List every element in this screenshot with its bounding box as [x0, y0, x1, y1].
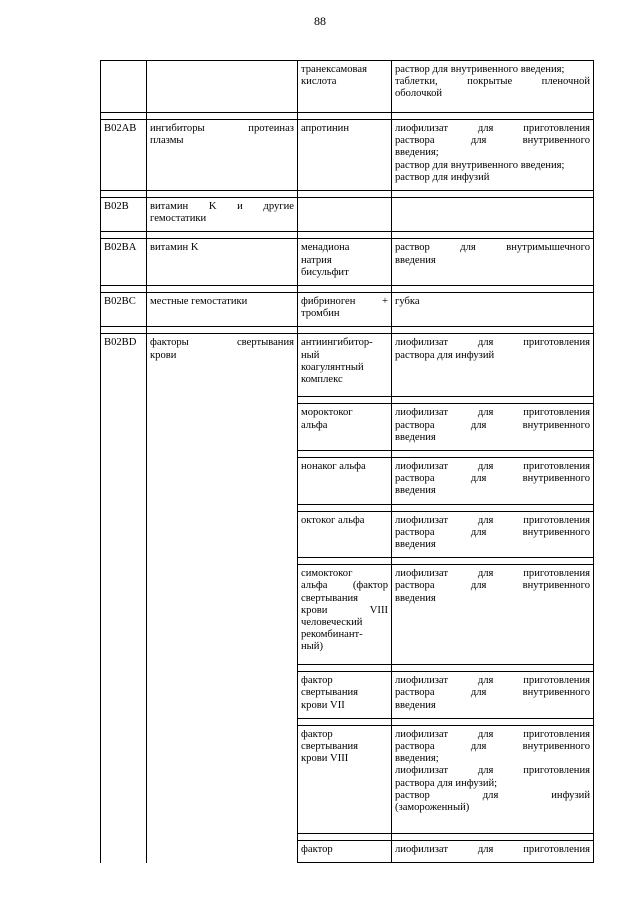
- spacer-cell: [392, 286, 594, 293]
- spacer-cell: [392, 665, 594, 672]
- atc-group-line: плазмы: [150, 135, 184, 147]
- drug-name-line: транексамовая: [301, 64, 367, 75]
- drug-name-line: менадиона: [301, 242, 350, 254]
- row-spacer: [101, 558, 594, 565]
- dosage-form-cell: [392, 61, 594, 113]
- dosage-form-line: раствор для внутримышечного: [395, 242, 590, 254]
- drug-name-line: апротинин: [301, 123, 349, 134]
- spacer-cell: [101, 232, 147, 239]
- atc-group-cell: [147, 458, 298, 505]
- atc-group-cell: [147, 511, 298, 558]
- row-spacer: [101, 665, 594, 672]
- atc-group-cell: [147, 120, 298, 191]
- atc-code-cell: [101, 725, 147, 833]
- spacer-cell: [298, 665, 392, 672]
- dosage-form-line: раствора для внутривенного: [395, 741, 590, 753]
- table-row: [101, 293, 594, 327]
- drug-name-line: фактор: [301, 728, 333, 740]
- dosage-form-cell: [392, 293, 594, 327]
- row-spacer: [101, 718, 594, 725]
- spacer-cell: [298, 451, 392, 458]
- spacer-cell: [298, 833, 392, 840]
- drug-name-line: ный: [301, 349, 320, 361]
- row-spacer: [101, 327, 594, 334]
- drug-name-line: симоктоког: [301, 568, 353, 580]
- spacer-cell: [147, 327, 298, 334]
- table-row: [101, 198, 594, 232]
- atc-code-cell: [101, 120, 147, 191]
- spacer-cell: [101, 451, 147, 458]
- spacer-cell: [392, 327, 594, 334]
- drug-table: [100, 60, 594, 863]
- drug-name-cell: [298, 198, 392, 232]
- atc-code-cell: [101, 239, 147, 286]
- atc-code: B02BC: [104, 296, 136, 308]
- atc-group-cell: [147, 672, 298, 719]
- spacer-cell: [147, 451, 298, 458]
- dosage-form-line: введения: [395, 431, 436, 443]
- drug-name-line: ный): [301, 641, 323, 653]
- drug-name-cell: [298, 725, 392, 833]
- drug-name-line: фактор: [301, 843, 333, 855]
- drug-name-cell: [298, 120, 392, 191]
- spacer-cell: [147, 558, 298, 565]
- atc-group-cell: [147, 293, 298, 327]
- dosage-form-cell: [392, 239, 594, 286]
- row-spacer: [101, 286, 594, 293]
- atc-code: B02AB: [104, 123, 137, 134]
- drug-name-line: кислота: [301, 76, 337, 88]
- dosage-form-line: раствора для внутривенного: [395, 526, 590, 538]
- dosage-form-line: введения;: [395, 753, 439, 765]
- atc-group-cell: [147, 239, 298, 286]
- drug-name-line: бисульфит: [301, 266, 349, 278]
- drug-name-line: антиингибитор-: [301, 337, 373, 349]
- drug-name-line: свертывания: [301, 687, 359, 699]
- page-number: 88: [314, 14, 326, 28]
- dosage-form-line: раствор для внутривенного введения;: [395, 159, 565, 171]
- dosage-form-line: лиофилизат для приготовления: [395, 337, 590, 349]
- spacer-cell: [392, 232, 594, 239]
- spacer-cell: [392, 397, 594, 404]
- spacer-cell: [298, 191, 392, 198]
- atc-code: B02BA: [104, 242, 137, 254]
- drug-name-cell: [298, 239, 392, 286]
- dosage-form-line: лиофилизат для приготовления: [395, 765, 590, 777]
- spacer-cell: [147, 113, 298, 120]
- dosage-form-line: раствора для внутривенного: [395, 687, 590, 699]
- drug-name-line: свертывания: [301, 741, 359, 753]
- dosage-form-line: лиофилизат для приготовления: [395, 843, 590, 855]
- dosage-form-line: раствора для внутривенного: [395, 419, 590, 431]
- atc-group-cell: [147, 840, 298, 862]
- drug-name-line: альфа: [301, 419, 328, 431]
- dosage-form-line: губка: [395, 296, 420, 308]
- spacer-cell: [298, 113, 392, 120]
- drug-name-line: октоког альфа: [301, 514, 365, 526]
- drug-name-cell: [298, 511, 392, 558]
- atc-group-cell: [147, 198, 298, 232]
- drug-name-cell: [298, 404, 392, 451]
- spacer-cell: [298, 558, 392, 565]
- atc-group-line: местные гемостатики: [150, 296, 248, 308]
- table-row: [101, 840, 594, 862]
- dosage-form-cell: [392, 840, 594, 862]
- atc-group-cell: [147, 404, 298, 451]
- row-spacer: [101, 833, 594, 840]
- spacer-cell: [101, 397, 147, 404]
- dosage-form-line: введения: [395, 592, 436, 604]
- dosage-form-line: раствор для инфузий: [395, 789, 590, 801]
- dosage-form-line: лиофилизат для приготовления: [395, 407, 590, 419]
- atc-code: B02B: [104, 201, 129, 213]
- drug-name-line: альфа (фактор: [301, 580, 388, 592]
- drug-name-cell: [298, 458, 392, 505]
- atc-group-cell: [147, 725, 298, 833]
- row-spacer: [101, 113, 594, 120]
- table-row: [101, 565, 594, 665]
- row-spacer: [101, 504, 594, 511]
- atc-group-line: крови: [150, 349, 177, 361]
- spacer-cell: [392, 451, 594, 458]
- spacer-cell: [147, 718, 298, 725]
- atc-group-cell: [147, 565, 298, 665]
- dosage-form-cell: [392, 565, 594, 665]
- atc-group-line: факторы свертывания: [150, 337, 294, 349]
- spacer-cell: [101, 327, 147, 334]
- dosage-form-line: раствора для внутривенного: [395, 135, 590, 147]
- dosage-form-line: раствор для внутривенного введения;: [395, 64, 565, 75]
- drug-name-line: человеческий: [301, 617, 363, 629]
- table-row: [101, 404, 594, 451]
- atc-group-line: витамин K и другие: [150, 201, 294, 213]
- spacer-cell: [101, 286, 147, 293]
- atc-code-cell: [101, 840, 147, 862]
- drug-name-cell: [298, 672, 392, 719]
- dosage-form-line: лиофилизат для приготовления: [395, 728, 590, 740]
- dosage-form-line: введения: [395, 699, 436, 711]
- table-row: [101, 725, 594, 833]
- spacer-cell: [392, 504, 594, 511]
- spacer-cell: [392, 718, 594, 725]
- drug-name-line: крови VIII: [301, 753, 349, 765]
- dosage-form-line: введения: [395, 539, 436, 551]
- drug-name-line: рекомбинант-: [301, 629, 363, 641]
- spacer-cell: [392, 833, 594, 840]
- dosage-form-line: раствор для инфузий: [395, 171, 490, 183]
- spacer-cell: [147, 191, 298, 198]
- drug-name-line: тромбин: [301, 308, 340, 320]
- table-row: [101, 120, 594, 191]
- drug-name-cell: [298, 61, 392, 113]
- dosage-form-line: введения;: [395, 147, 439, 159]
- dosage-form-line: раствора для инфузий;: [395, 777, 498, 789]
- dosage-form-cell: [392, 672, 594, 719]
- row-spacer: [101, 232, 594, 239]
- dosage-form-line: раствора для внутривенного: [395, 473, 590, 485]
- drug-name-line: фактор: [301, 675, 333, 687]
- spacer-cell: [392, 191, 594, 198]
- drug-name-line: натрия: [301, 254, 332, 266]
- spacer-cell: [147, 232, 298, 239]
- atc-group-line: гемостатики: [150, 213, 207, 225]
- dosage-form-line: лиофилизат для приготовления: [395, 568, 590, 580]
- table-row: [101, 239, 594, 286]
- atc-code: B02BD: [104, 337, 137, 349]
- atc-code-cell: [101, 334, 147, 397]
- spacer-cell: [101, 718, 147, 725]
- drug-name-line: мороктоког: [301, 407, 353, 419]
- spacer-cell: [298, 286, 392, 293]
- spacer-cell: [101, 665, 147, 672]
- dosage-form-line: лиофилизат для приготовления: [395, 675, 590, 687]
- table-row: [101, 458, 594, 505]
- atc-code-cell: [101, 61, 147, 113]
- dosage-form-cell: [392, 334, 594, 397]
- spacer-cell: [101, 833, 147, 840]
- drug-name-cell: [298, 565, 392, 665]
- spacer-cell: [298, 397, 392, 404]
- spacer-cell: [147, 397, 298, 404]
- dosage-form-line: лиофилизат для приготовления: [395, 514, 590, 526]
- dosage-form-line: введения: [395, 254, 436, 266]
- dosage-form-line: (замороженный): [395, 802, 470, 814]
- atc-group-line: витамин K: [150, 242, 199, 254]
- spacer-cell: [147, 833, 298, 840]
- dosage-form-line: таблетки, покрытые пленочной: [395, 76, 590, 88]
- spacer-cell: [298, 232, 392, 239]
- drug-name-cell: [298, 334, 392, 397]
- drug-name-cell: [298, 840, 392, 862]
- dosage-form-cell: [392, 120, 594, 191]
- dosage-form-cell: [392, 404, 594, 451]
- spacer-cell: [298, 504, 392, 511]
- spacer-cell: [101, 504, 147, 511]
- spacer-cell: [101, 558, 147, 565]
- atc-group-cell: [147, 61, 298, 113]
- dosage-form-cell: [392, 725, 594, 833]
- drug-name-cell: [298, 293, 392, 327]
- spacer-cell: [392, 113, 594, 120]
- dosage-form-line: лиофилизат для приготовления: [395, 461, 590, 473]
- atc-code-cell: [101, 672, 147, 719]
- spacer-cell: [392, 558, 594, 565]
- table-row: [101, 511, 594, 558]
- drug-name-line: фибриноген +: [301, 296, 388, 308]
- dosage-form-cell: [392, 511, 594, 558]
- row-spacer: [101, 397, 594, 404]
- drug-name-line: свертывания: [301, 592, 359, 604]
- spacer-cell: [147, 286, 298, 293]
- drug-name-line: комплекс: [301, 374, 343, 386]
- atc-code-cell: [101, 458, 147, 505]
- dosage-form-line: оболочкой: [395, 88, 443, 100]
- spacer-cell: [147, 665, 298, 672]
- dosage-form-line: раствора для внутривенного: [395, 580, 590, 592]
- dosage-form-line: введения: [395, 485, 436, 497]
- atc-code-cell: [101, 293, 147, 327]
- atc-code-cell: [101, 565, 147, 665]
- atc-code-cell: [101, 511, 147, 558]
- dosage-form-line: раствора для инфузий: [395, 349, 495, 361]
- row-spacer: [101, 451, 594, 458]
- atc-code-cell: [101, 198, 147, 232]
- table-row: [101, 334, 594, 397]
- dosage-form-cell: [392, 458, 594, 505]
- spacer-cell: [101, 191, 147, 198]
- drug-name-line: крови VIII: [301, 604, 388, 616]
- spacer-cell: [298, 327, 392, 334]
- atc-code-cell: [101, 404, 147, 451]
- row-spacer: [101, 191, 594, 198]
- drug-name-line: коагулянтный: [301, 361, 364, 373]
- drug-name-line: крови VII: [301, 699, 345, 711]
- drug-name-line: нонаког альфа: [301, 461, 366, 473]
- spacer-cell: [298, 718, 392, 725]
- table-row: [101, 672, 594, 719]
- dosage-form-line: лиофилизат для приготовления: [395, 123, 590, 134]
- spacer-cell: [147, 504, 298, 511]
- table-row: [101, 61, 594, 113]
- spacer-cell: [101, 113, 147, 120]
- atc-group-cell: [147, 334, 298, 397]
- atc-group-line: ингибиторы протеиназ: [150, 123, 294, 134]
- dosage-form-cell: [392, 198, 594, 232]
